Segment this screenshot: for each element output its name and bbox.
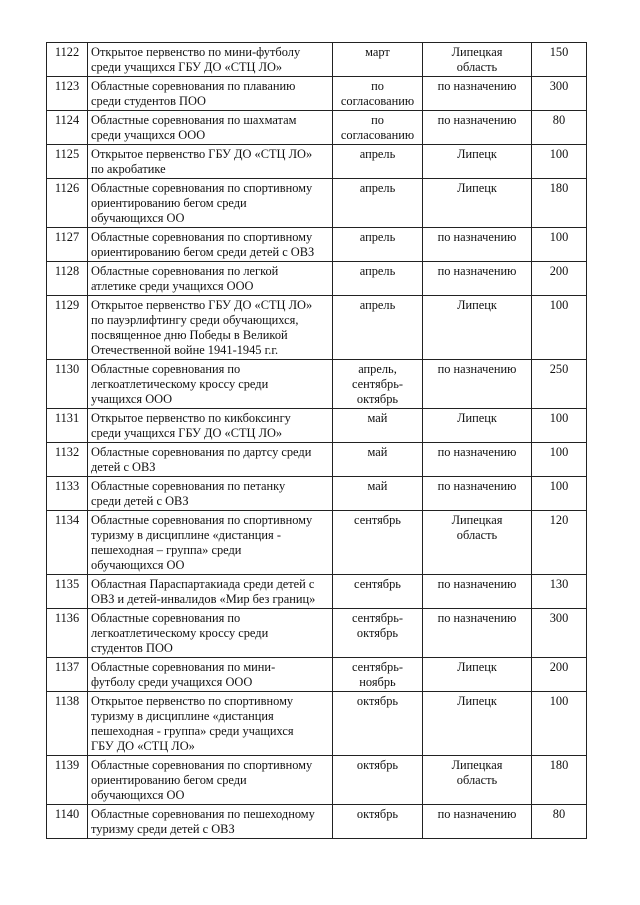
- row-number: 1127: [54, 230, 80, 244]
- row-number: 1126: [54, 181, 80, 195]
- row-number-cell: [47, 262, 88, 296]
- event-name: Областные соревнования по спортивному ориентированию бегом среди детей с ОВЗ: [91, 230, 315, 259]
- row-number-cell: [47, 145, 88, 179]
- row-number-cell: [47, 43, 88, 77]
- event-place: по назначению: [437, 611, 517, 625]
- event-date-cell: [333, 262, 423, 296]
- participants-count: 200: [549, 264, 569, 278]
- event-place: Липецкая область: [451, 513, 503, 542]
- event-date-cell: [333, 443, 423, 477]
- event-place: Липецк: [457, 694, 497, 708]
- table-row: [47, 145, 587, 179]
- event-place-cell: [423, 77, 532, 111]
- event-name-cell: [88, 692, 333, 756]
- event-place-cell: [423, 228, 532, 262]
- event-place: по назначению: [437, 113, 517, 127]
- row-number-cell: [47, 477, 88, 511]
- event-date-cell: [333, 77, 423, 111]
- table-row: [47, 228, 587, 262]
- participants-count-cell: [532, 443, 587, 477]
- event-date: сентябрь- октябрь: [351, 611, 403, 640]
- participants-count: 100: [549, 479, 569, 493]
- event-place: Липецк: [457, 660, 497, 674]
- event-name-cell: [88, 575, 333, 609]
- participants-count: 100: [549, 230, 569, 244]
- participants-count-cell: [532, 111, 587, 145]
- event-name-cell: [88, 477, 333, 511]
- table-row: [47, 756, 587, 805]
- event-place-cell: [423, 296, 532, 360]
- participants-count: 100: [549, 147, 569, 161]
- event-name: Областная Параспартакиада среди детей с ОВЗ и детей-инвалидов «Мир без границ»: [91, 577, 316, 606]
- table-row: [47, 443, 587, 477]
- participants-count: 80: [552, 113, 566, 127]
- event-place: по назначению: [437, 79, 517, 93]
- participants-count-cell: [532, 262, 587, 296]
- event-place-cell: [423, 658, 532, 692]
- row-number-cell: [47, 756, 88, 805]
- event-name: Открытое первенство по мини-футболу среди учащихся ГБУ ДО «СТЦ ЛО»: [91, 45, 301, 74]
- event-name: Областные соревнования по спортивному ориентированию бегом среди обучающихся ОО: [91, 758, 313, 802]
- participants-count: 200: [549, 660, 569, 674]
- event-place-cell: [423, 805, 532, 839]
- row-number: 1137: [54, 660, 80, 674]
- table-row: [47, 805, 587, 839]
- table-row: [47, 111, 587, 145]
- event-date: октябрь: [356, 758, 399, 772]
- row-number: 1129: [54, 298, 80, 312]
- event-name: Областные соревнования по легкоатлетическому кроссу среди студентов ПОО: [91, 611, 269, 655]
- table-row: [47, 575, 587, 609]
- participants-count: 100: [549, 694, 569, 708]
- event-date-cell: [333, 409, 423, 443]
- event-place-cell: [423, 145, 532, 179]
- row-number-cell: [47, 228, 88, 262]
- event-name-cell: [88, 43, 333, 77]
- event-name: Областные соревнования по спортивному туризму в дисциплине «дистанция - пешеходная – группа» среди обучающихся ОО: [91, 513, 313, 572]
- row-number-cell: [47, 179, 88, 228]
- event-date-cell: [333, 228, 423, 262]
- event-date: май: [367, 411, 388, 425]
- participants-count: 300: [549, 79, 569, 93]
- events-table: [46, 42, 587, 839]
- event-name: Областные соревнования по спортивному ориентированию бегом среди обучающихся ОО: [91, 181, 313, 225]
- event-name: Областные соревнования по легкой атлетике среди учащихся ООО: [91, 264, 279, 293]
- event-place: Липецк: [457, 181, 497, 195]
- event-place-cell: [423, 409, 532, 443]
- participants-count: 120: [549, 513, 569, 527]
- row-number-cell: [47, 77, 88, 111]
- row-number-cell: [47, 409, 88, 443]
- row-number: 1125: [54, 147, 80, 161]
- table-row: [47, 43, 587, 77]
- event-place: Липецк: [457, 298, 497, 312]
- events-table-body: [47, 43, 587, 839]
- participants-count: 100: [549, 298, 569, 312]
- event-date: апрель: [359, 147, 396, 161]
- event-place: Липецк: [457, 411, 497, 425]
- row-number-cell: [47, 111, 88, 145]
- event-date: апрель: [359, 230, 396, 244]
- row-number-cell: [47, 692, 88, 756]
- participants-count-cell: [532, 692, 587, 756]
- event-place: по назначению: [437, 807, 517, 821]
- table-row: [47, 692, 587, 756]
- row-number-cell: [47, 360, 88, 409]
- event-date-cell: [333, 477, 423, 511]
- event-name: Областные соревнования по шахматам среди учащихся ООО: [91, 113, 297, 142]
- event-date-cell: [333, 511, 423, 575]
- table-row: [47, 658, 587, 692]
- table-row: [47, 262, 587, 296]
- event-place-cell: [423, 511, 532, 575]
- participants-count: 180: [549, 181, 569, 195]
- participants-count: 130: [549, 577, 569, 591]
- row-number: 1123: [54, 79, 80, 93]
- event-date: октябрь: [356, 807, 399, 821]
- participants-count-cell: [532, 360, 587, 409]
- row-number: 1128: [54, 264, 80, 278]
- event-name: Областные соревнования по легкоатлетическому кроссу среди учащихся ООО: [91, 362, 269, 406]
- row-number: 1130: [54, 362, 80, 376]
- event-place-cell: [423, 575, 532, 609]
- participants-count-cell: [532, 77, 587, 111]
- participants-count-cell: [532, 511, 587, 575]
- event-date-cell: [333, 360, 423, 409]
- event-place: по назначению: [437, 230, 517, 244]
- event-date: сентябрь: [354, 577, 401, 591]
- participants-count-cell: [532, 575, 587, 609]
- participants-count-cell: [532, 43, 587, 77]
- table-row: [47, 477, 587, 511]
- event-date: апрель: [359, 181, 396, 195]
- row-number: 1132: [54, 445, 80, 459]
- row-number: 1124: [54, 113, 80, 127]
- event-name-cell: [88, 609, 333, 658]
- event-name: Областные соревнования по пешеходному туризму среди детей с ОВЗ: [91, 807, 315, 836]
- event-place: Липецк: [457, 147, 497, 161]
- row-number-cell: [47, 575, 88, 609]
- event-place-cell: [423, 756, 532, 805]
- participants-count: 250: [549, 362, 569, 376]
- row-number: 1133: [54, 479, 80, 493]
- event-name: Открытое первенство по спортивному туризму в дисциплине «дистанция пешеходная - группа» среди учащихся ГБУ ДО «СТЦ ЛО»: [91, 694, 294, 753]
- event-name-cell: [88, 179, 333, 228]
- event-name-cell: [88, 409, 333, 443]
- event-date: октябрь: [356, 694, 399, 708]
- participants-count: 180: [549, 758, 569, 772]
- participants-count: 150: [549, 45, 569, 59]
- participants-count-cell: [532, 805, 587, 839]
- row-number-cell: [47, 296, 88, 360]
- row-number-cell: [47, 609, 88, 658]
- participants-count: 80: [552, 807, 566, 821]
- participants-count-cell: [532, 145, 587, 179]
- participants-count: 300: [549, 611, 569, 625]
- event-date: по согласованию: [340, 113, 415, 142]
- event-name: Открытое первенство ГБУ ДО «СТЦ ЛО» по акробатике: [91, 147, 313, 176]
- event-place-cell: [423, 443, 532, 477]
- event-date: сентябрь: [354, 513, 401, 527]
- event-place-cell: [423, 692, 532, 756]
- event-date-cell: [333, 756, 423, 805]
- event-date-cell: [333, 179, 423, 228]
- event-date-cell: [333, 692, 423, 756]
- event-place-cell: [423, 43, 532, 77]
- event-date: май: [367, 479, 388, 493]
- participants-count-cell: [532, 658, 587, 692]
- event-date-cell: [333, 296, 423, 360]
- event-place: по назначению: [437, 264, 517, 278]
- participants-count: 100: [549, 445, 569, 459]
- event-name-cell: [88, 511, 333, 575]
- row-number: 1138: [54, 694, 80, 708]
- event-name: Областные соревнования по петанку среди детей с ОВЗ: [91, 479, 286, 508]
- row-number: 1139: [54, 758, 80, 772]
- event-name: Областные соревнования по плаванию среди студентов ПОО: [91, 79, 296, 108]
- row-number: 1122: [54, 45, 80, 59]
- event-place: по назначению: [437, 479, 517, 493]
- event-date: апрель: [359, 264, 396, 278]
- row-number-cell: [47, 805, 88, 839]
- event-place-cell: [423, 360, 532, 409]
- event-place-cell: [423, 179, 532, 228]
- event-name-cell: [88, 360, 333, 409]
- row-number: 1131: [54, 411, 80, 425]
- event-place: по назначению: [437, 445, 517, 459]
- event-name: Областные соревнования по мини- футболу среди учащихся ООО: [91, 660, 276, 689]
- participants-count-cell: [532, 609, 587, 658]
- participants-count-cell: [532, 477, 587, 511]
- row-number-cell: [47, 511, 88, 575]
- participants-count-cell: [532, 228, 587, 262]
- event-date-cell: [333, 805, 423, 839]
- table-row: [47, 409, 587, 443]
- event-name-cell: [88, 443, 333, 477]
- row-number: 1136: [54, 611, 80, 625]
- event-name-cell: [88, 262, 333, 296]
- event-name-cell: [88, 77, 333, 111]
- row-number: 1134: [54, 513, 80, 527]
- table-row: [47, 77, 587, 111]
- event-date-cell: [333, 658, 423, 692]
- event-name-cell: [88, 658, 333, 692]
- participants-count-cell: [532, 756, 587, 805]
- event-place-cell: [423, 262, 532, 296]
- event-date: апрель: [359, 298, 396, 312]
- participants-count-cell: [532, 296, 587, 360]
- event-place: Липецкая область: [451, 45, 503, 74]
- event-place-cell: [423, 609, 532, 658]
- event-date-cell: [333, 575, 423, 609]
- event-date-cell: [333, 111, 423, 145]
- event-name: Открытое первенство ГБУ ДО «СТЦ ЛО» по пауэрлифтингу среди обучающихся, посвященное дню Победы в Великой Отечественной войне 1941-1945 г.г.: [91, 298, 313, 357]
- row-number-cell: [47, 443, 88, 477]
- event-name-cell: [88, 756, 333, 805]
- event-date: сентябрь- ноябрь: [351, 660, 403, 689]
- participants-count-cell: [532, 409, 587, 443]
- event-name-cell: [88, 228, 333, 262]
- event-date-cell: [333, 609, 423, 658]
- event-date: апрель, сентябрь- октябрь: [351, 362, 403, 406]
- event-name-cell: [88, 805, 333, 839]
- event-place: Липецкая область: [451, 758, 503, 787]
- event-name: Открытое первенство по кикбоксингу среди учащихся ГБУ ДО «СТЦ ЛО»: [91, 411, 291, 440]
- event-name: Областные соревнования по дартсу среди детей с ОВЗ: [91, 445, 312, 474]
- event-place: по назначению: [437, 577, 517, 591]
- row-number: 1140: [54, 807, 80, 821]
- event-date: по согласованию: [340, 79, 415, 108]
- row-number: 1135: [54, 577, 80, 591]
- participants-count: 100: [549, 411, 569, 425]
- event-place-cell: [423, 477, 532, 511]
- event-date: март: [365, 45, 390, 59]
- table-row: [47, 609, 587, 658]
- table-row: [47, 511, 587, 575]
- event-place: по назначению: [437, 362, 517, 376]
- event-date-cell: [333, 145, 423, 179]
- table-row: [47, 179, 587, 228]
- table-row: [47, 296, 587, 360]
- participants-count-cell: [532, 179, 587, 228]
- event-name-cell: [88, 296, 333, 360]
- event-name-cell: [88, 145, 333, 179]
- event-name-cell: [88, 111, 333, 145]
- event-date: май: [367, 445, 388, 459]
- row-number-cell: [47, 658, 88, 692]
- event-date-cell: [333, 43, 423, 77]
- event-place-cell: [423, 111, 532, 145]
- table-row: [47, 360, 587, 409]
